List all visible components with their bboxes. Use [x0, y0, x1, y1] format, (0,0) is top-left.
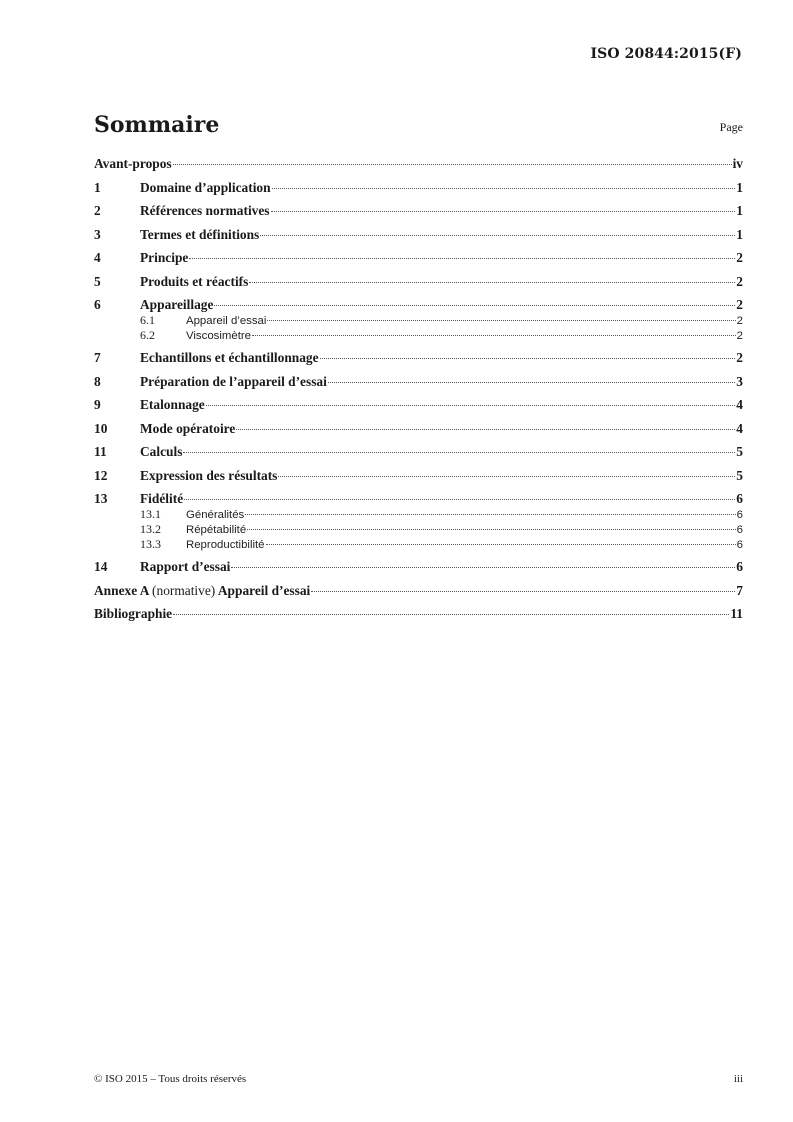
- toc-subentry-page: 2: [736, 315, 743, 327]
- dot-leader: [236, 429, 735, 430]
- toc-entry-number: 9: [94, 397, 101, 412]
- toc-entry-label: Expression des résultats: [140, 467, 278, 483]
- toc-entry-number: 6: [94, 297, 101, 312]
- toc-entry-1[interactable]: [94, 180, 743, 196]
- toc-subentry-6-2[interactable]: [94, 328, 743, 343]
- dot-leader: [278, 476, 735, 477]
- toc-subentry-number: 13.2: [140, 522, 161, 536]
- toc-entry-number: 13: [94, 491, 108, 506]
- toc-entry-label: Domaine d’application: [140, 179, 271, 195]
- annex-prefix: Annexe A: [94, 582, 149, 598]
- page-column-label: Page: [719, 120, 743, 134]
- dot-leader: [231, 567, 735, 568]
- toc-entry-page: 2: [736, 297, 743, 312]
- toc-subentry-number: 13.1: [140, 507, 161, 521]
- toc-entry-page: iv: [732, 156, 743, 171]
- page-title: Sommaire: [94, 112, 220, 138]
- dot-leader: [260, 235, 735, 236]
- toc-entry-page: 4: [736, 420, 743, 436]
- toc-entry-4[interactable]: [94, 250, 743, 266]
- toc-entry-label: Echantillons et échantillonnage: [140, 350, 319, 365]
- toc-entry-page: 5: [736, 444, 743, 459]
- page-number: iii: [733, 1073, 743, 1085]
- toc-entry-5[interactable]: [94, 274, 743, 290]
- toc-entry-page: 5: [736, 467, 743, 483]
- dot-leader: [247, 529, 735, 530]
- toc-entry-2[interactable]: [94, 203, 743, 219]
- toc-subentry-label: Appareil d’essai: [186, 315, 267, 327]
- toc-entry-page: 2: [736, 250, 743, 265]
- toc-entry-13[interactable]: [94, 491, 743, 507]
- toc-entry-14[interactable]: [94, 559, 743, 575]
- toc-entry-page: 1: [736, 203, 743, 218]
- document-id: ISO 20844:2015(F): [590, 46, 742, 62]
- toc-entry-label: Préparation de l’appareil d’essai: [140, 373, 327, 389]
- toc-entry-12[interactable]: [94, 468, 743, 484]
- dot-leader: [266, 544, 736, 545]
- toc-subentry-number: 6.1: [140, 313, 155, 327]
- toc-entry-number: 11: [94, 444, 107, 459]
- toc-entry-label: Avant-propos: [94, 156, 172, 171]
- toc-entry-annex-a[interactable]: [94, 583, 743, 599]
- toc-entry-label: Appareillage: [140, 297, 214, 312]
- toc-entry-label: Produits et réactifs: [140, 273, 249, 289]
- dot-leader: [173, 614, 729, 615]
- dot-leader: [311, 591, 735, 592]
- toc-entry-page: 4: [736, 397, 743, 412]
- toc-entry-page: 6: [736, 491, 743, 506]
- toc-subentry-13-2[interactable]: [94, 522, 743, 537]
- dot-leader: [272, 188, 736, 189]
- toc-entry-page: 1: [736, 179, 743, 195]
- annex-qualifier: (normative): [152, 582, 216, 598]
- toc-entry-6[interactable]: [94, 297, 743, 313]
- toc-entry-label: Calculs: [140, 444, 183, 459]
- toc-entry-8[interactable]: [94, 374, 743, 390]
- toc-subentry-page: 6: [736, 524, 743, 536]
- toc-entry-7[interactable]: [94, 350, 743, 366]
- dot-leader: [267, 320, 735, 321]
- dot-leader: [214, 305, 735, 306]
- toc-subentry-page: 2: [736, 330, 743, 342]
- toc-entry-number: 8: [94, 373, 101, 389]
- toc-subentry-13-3[interactable]: [94, 537, 743, 552]
- dot-leader: [173, 164, 732, 165]
- toc-subentry-label: Viscosimètre: [186, 330, 251, 342]
- page-footer: [94, 1073, 743, 1089]
- toc-subentry-number: 6.2: [140, 328, 155, 342]
- toc-entry-number: 10: [94, 420, 108, 436]
- dot-leader: [183, 452, 735, 453]
- dot-leader: [328, 382, 735, 383]
- toc-entry-label: Termes et définitions: [140, 226, 260, 242]
- toc-entry-foreword[interactable]: [94, 156, 743, 172]
- toc-entry-page: 2: [736, 350, 743, 365]
- toc-entry-number: 4: [94, 250, 101, 265]
- toc-entry-label: Etalonnage: [140, 397, 205, 412]
- toc-entry-label: Fidélité: [140, 491, 184, 506]
- toc-entry-label: Mode opératoire: [140, 420, 236, 436]
- toc-entry-number: 3: [94, 226, 101, 242]
- heading-row: [94, 112, 743, 142]
- toc-entry-number: 12: [94, 467, 108, 483]
- dot-leader: [189, 258, 735, 259]
- toc-entry-number: 14: [94, 559, 108, 574]
- toc-entry-3[interactable]: [94, 227, 743, 243]
- toc-entry-label: Références normatives: [140, 203, 270, 218]
- copyright-notice: © ISO 2015 – Tous droits réservés: [94, 1073, 247, 1085]
- toc-entry-bibliography[interactable]: [94, 606, 743, 622]
- toc-entry-page: 6: [736, 559, 743, 574]
- dot-leader: [252, 335, 736, 336]
- toc-entry-number: 5: [94, 273, 101, 289]
- toc-entry-label: Rapport d’essai: [140, 559, 231, 574]
- toc-entry-page: 3: [736, 373, 743, 389]
- toc-entry-label: Principe: [140, 250, 189, 265]
- toc-subentry-label: Reproductibilité: [186, 539, 265, 551]
- toc-entry-page: 7: [736, 582, 743, 598]
- toc-subentry-page: 6: [736, 509, 743, 521]
- toc-entry-page: 1: [736, 226, 743, 242]
- table-of-contents: [94, 156, 743, 630]
- dot-leader: [249, 282, 735, 283]
- annex-title: Appareil d’essai: [217, 582, 311, 598]
- toc-subentry-label: Généralités: [186, 509, 245, 521]
- toc-subentry-13-1[interactable]: [94, 507, 743, 522]
- dot-leader: [245, 514, 735, 515]
- toc-entry-page: 2: [736, 273, 743, 289]
- toc-subentry-label: Répétabilité: [186, 524, 247, 536]
- toc-entry-number: 7: [94, 350, 101, 365]
- toc-entry-9[interactable]: [94, 397, 743, 413]
- dot-leader: [271, 211, 736, 212]
- toc-subentry-6-1[interactable]: [94, 313, 743, 328]
- toc-subentry-page: 6: [736, 539, 743, 551]
- dot-leader: [184, 499, 735, 500]
- toc-entry-10[interactable]: [94, 421, 743, 437]
- toc-subentry-number: 13.3: [140, 537, 161, 551]
- dot-leader: [206, 405, 736, 406]
- toc-entry-11[interactable]: [94, 444, 743, 460]
- dot-leader: [320, 358, 736, 359]
- toc-entry-number: 1: [94, 179, 101, 195]
- toc-entry-page: 11: [730, 606, 743, 621]
- toc-entry-label: Bibliographie: [94, 606, 173, 621]
- toc-entry-number: 2: [94, 203, 101, 218]
- toc-annex-label: [94, 583, 310, 599]
